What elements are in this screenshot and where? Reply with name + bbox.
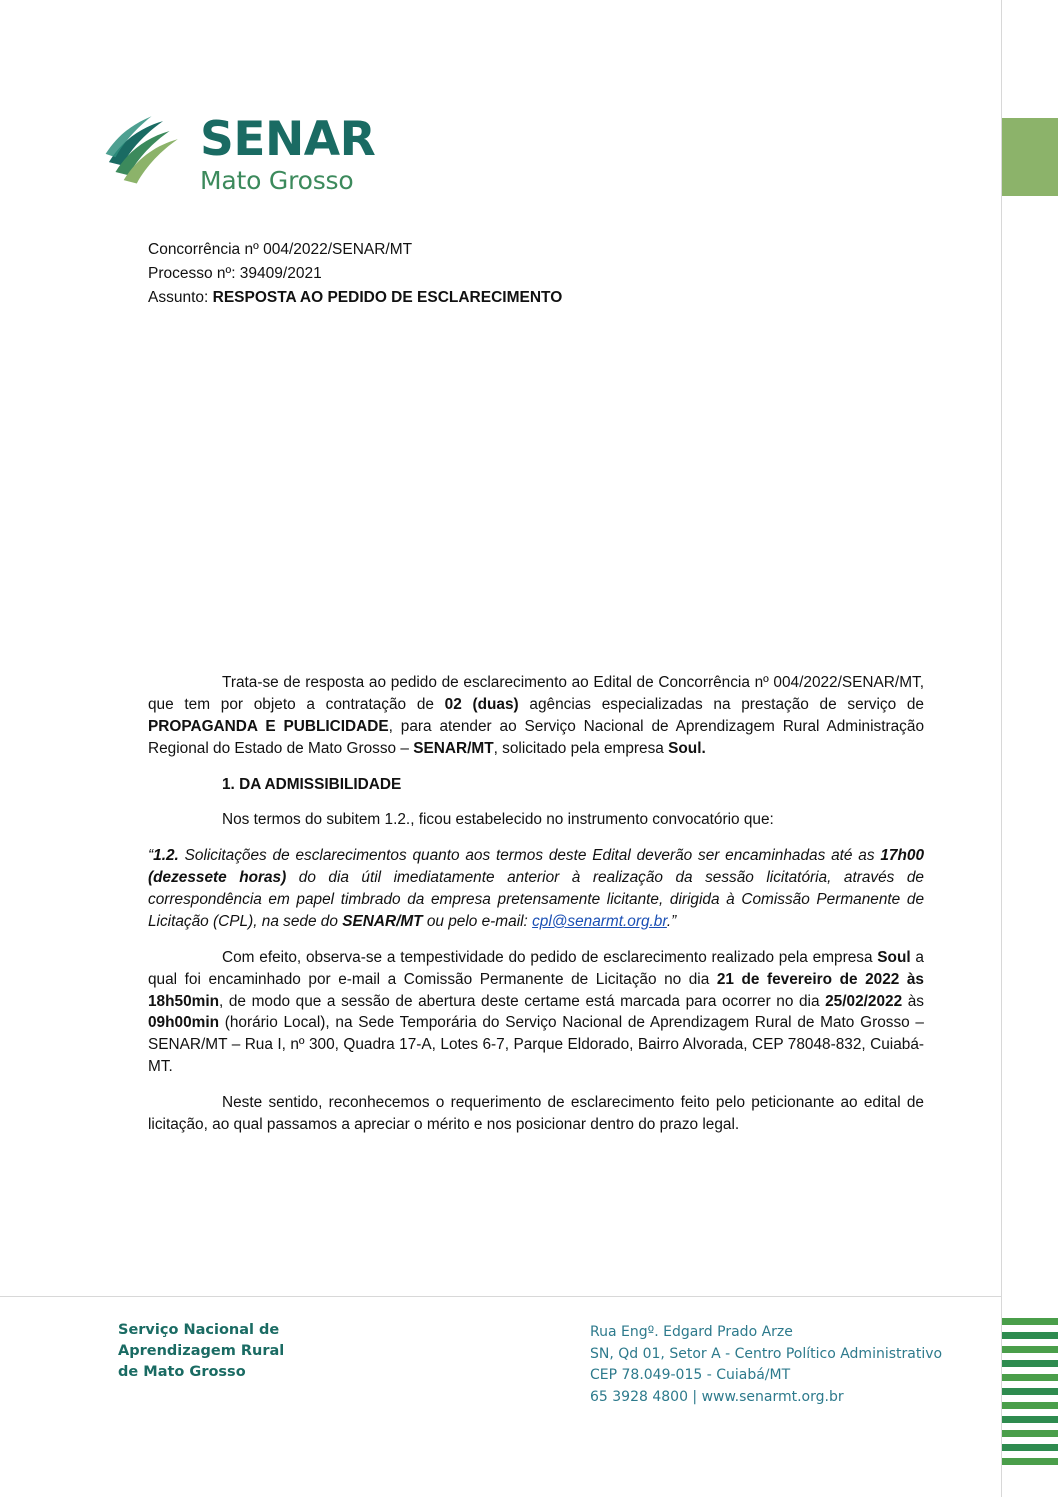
quote-text-3: ou pelo e-mail:	[422, 912, 533, 930]
intro-text-2: agências especializadas na prestação de serviço de	[518, 695, 924, 713]
paragraph-terms: Nos termos do subitem 1.2., ficou estabelecido no instrumento convocatório que:	[222, 811, 774, 829]
footer-organization	[118, 1320, 284, 1383]
footer-address-district: SN, Qd 01, Setor A - Centro Político Administrativo	[590, 1345, 943, 1362]
stripe	[1002, 1388, 1058, 1395]
intro-text-1: Trata-se de resposta ao pedido de esclarecimento ao Edital de Concorrência nº 004/2022/SENAR/MT, que tem por objeto a contratação de	[148, 674, 924, 713]
intro-bold-1: 02 (duas)	[444, 695, 519, 713]
effect-text-5: (horário Local), na Sede Temporária do Serviço Nacional de Aprendizagem Rural de Mato Grosso – SENAR/MT – Rua I, nº 300, Quadra 17-A, Lotes 6-7, Parque Eldorado, Bairro Alvorada, CEP 78048-832, Cuiabá-MT.	[148, 1014, 924, 1076]
effect-text-3: , de modo que a sessão de abertura deste certame está marcada para ocorrer no dia	[219, 992, 826, 1010]
stripe	[1002, 1444, 1058, 1451]
paragraph-effect	[148, 947, 924, 1078]
effect-text-1: Com efeito, observa-se a tempestividade do pedido de esclarecimento realizado pela empresa	[222, 948, 878, 966]
footer-org-line-3: de Mato Grosso	[118, 1364, 246, 1381]
meta-subject-value: RESPOSTA AO PEDIDO DE ESCLARECIMENTO	[212, 289, 563, 307]
stripe	[1002, 1458, 1058, 1465]
quote-text-2: do dia útil imediatamente anterior à realização da sessão licitatória, através de correspondência em papel timbrado da empresa pretensamente licitante, dirigida à Comissão Permanente de Licitação (CPL), na sede do	[148, 869, 924, 930]
meta-tender-number: Concorrência nº 004/2022/SENAR/MT	[148, 241, 413, 258]
quote-bold-1: 1.2.	[153, 847, 179, 865]
brand-region: Mato Grosso	[200, 166, 354, 195]
quote-bold-3: SENAR/MT	[342, 912, 423, 930]
stripe	[1002, 1402, 1058, 1409]
footer-address-cep: CEP 78.049-015 - Cuiabá/MT	[590, 1367, 791, 1384]
decorative-stripes	[1002, 1318, 1058, 1478]
senar-logo	[104, 108, 375, 195]
footer-divider	[0, 1296, 1001, 1297]
document-body	[148, 672, 924, 1150]
vertical-divider	[1001, 0, 1002, 1497]
intro-text-3: , para atender ao Serviço Nacional de Aprendizagem Rural Administração Regional do Estado de Mato Grosso –	[148, 717, 924, 757]
footer-address-street: Rua Engº. Edgard Prado Arze	[590, 1324, 793, 1340]
stripe	[1002, 1360, 1058, 1367]
effect-text-2: a qual foi encaminhado por e-mail a Comissão Permanente de Licitação no dia	[148, 948, 924, 988]
quote-close: .”	[666, 912, 677, 930]
document-meta	[148, 238, 928, 310]
paragraph-quote	[148, 845, 924, 933]
footer-org-line-1: Serviço Nacional de	[118, 1322, 280, 1338]
brand-name: SENAR	[200, 112, 376, 167]
intro-bold-3: SENAR/MT	[413, 739, 494, 757]
footer-contact: 65 3928 4800 | www.senarmt.org.br	[590, 1389, 844, 1406]
meta-process-number: Processo nº: 39409/2021	[148, 265, 322, 283]
effect-bold-3: 25/02/2022	[825, 992, 903, 1010]
effect-bold-1: Soul	[877, 948, 911, 966]
intro-bold-4: Soul.	[668, 739, 706, 757]
quote-text-1: Solicitações de esclarecimentos quanto aos termos deste Edital deverão ser encaminhadas até as	[178, 847, 881, 865]
stripe	[1002, 1332, 1058, 1339]
decorative-green-block	[1002, 118, 1058, 196]
meta-subject	[148, 286, 928, 310]
stripe	[1002, 1346, 1058, 1353]
stripe	[1002, 1374, 1058, 1381]
effect-text-4: às	[902, 992, 924, 1010]
stripe	[1002, 1416, 1058, 1423]
paragraph-closing: Neste sentido, reconhecemos o requerimento de esclarecimento feito pelo peticionante ao edital de licitação, ao qual passamos a apreciar o mérito e nos posicionar dentro do prazo legal.	[148, 1094, 924, 1133]
stripe	[1002, 1318, 1058, 1325]
effect-bold-2: 21 de fevereiro de 2022 às 18h50min	[148, 970, 924, 1010]
intro-text-4: , solicitado pela empresa	[493, 739, 669, 757]
footer-org-line-2: Aprendizagem Rural	[118, 1343, 285, 1360]
senar-leaf-logo-icon	[104, 108, 186, 190]
section-heading: 1. DA ADMISSIBILIDADE	[222, 775, 402, 793]
intro-bold-2: PROPAGANDA E PUBLICIDADE	[148, 717, 389, 735]
meta-subject-label: Assunto:	[148, 289, 213, 307]
logo-text	[200, 108, 375, 195]
stripe	[1002, 1430, 1058, 1437]
effect-bold-4: 09h00min	[148, 1014, 220, 1032]
paragraph-intro	[148, 672, 924, 760]
email-link[interactable]: cpl@senarmt.org.br	[532, 912, 667, 930]
quote-open: “	[148, 847, 154, 865]
quote-bold-2: 17h00 (dezessete horas)	[148, 847, 924, 887]
footer-address	[590, 1322, 942, 1409]
